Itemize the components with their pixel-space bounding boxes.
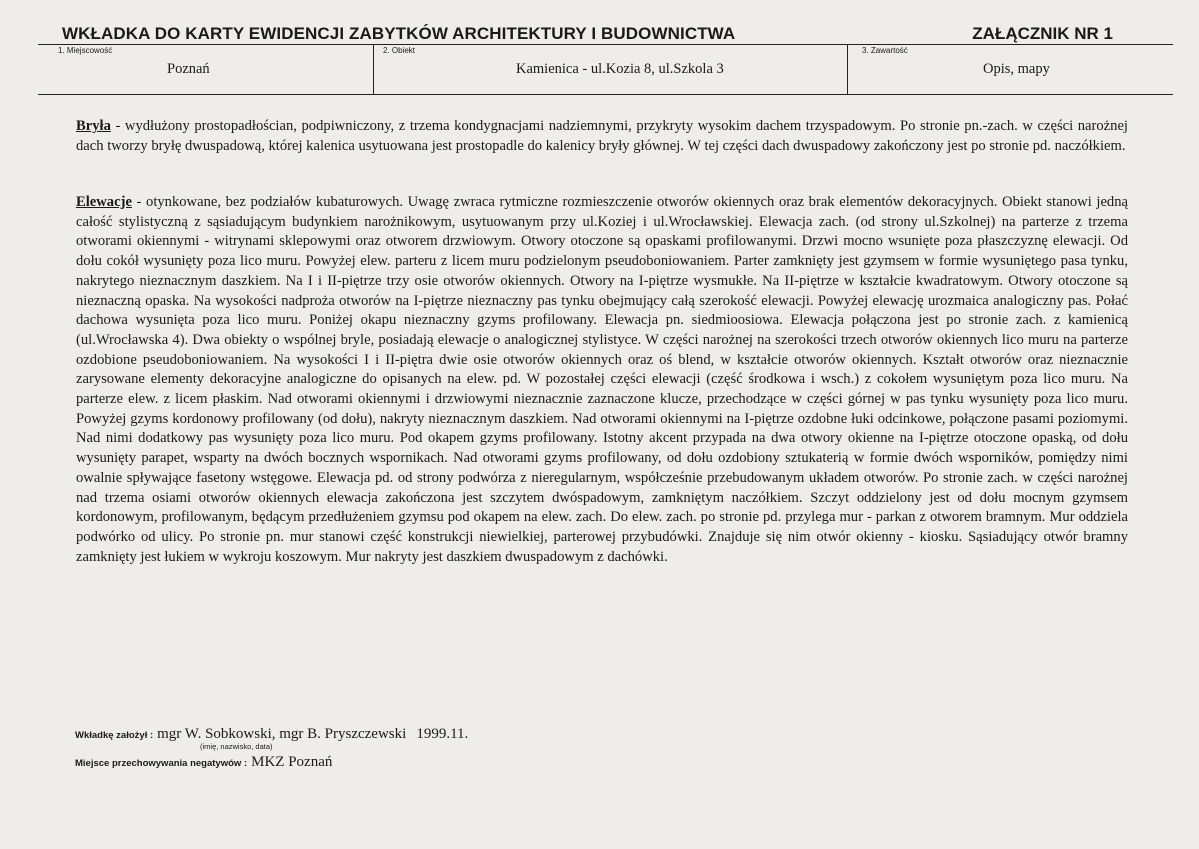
locality-label: 1. Miejscowość: [58, 46, 113, 55]
object-value: Kamienica - ul.Kozia 8, ul.Szkola 3: [516, 61, 724, 77]
paragraph-bryla: [76, 117, 1128, 156]
header-top-rule: [38, 44, 1173, 45]
field-divider-1: [373, 45, 374, 94]
storage-row: [75, 753, 332, 771]
paragraph-elewacje-text: - otynkowane, bez podziałów kubaturowych. Uwagę zwraca rytmiczne rozmieszczenie otworów okiennych oraz brak elementów dekoracyjnych. Obiekt stanowi jedną całość stylistyczną z sąsiadującym budynkiem narożnikowym, usytuowanym przy ul.Koziej i ul.Wrocławskiej. Elewacja zach. (od strony ul.Szkolnej) na parterze z trzema otworami okiennymi - witrynami sklepowymi oraz otworem drzwiowym. Otwory otoczone są opaskami profilowanymi. Drzwi mocno wsunięte poza płaszczyznę elewacji. Od dołu cokół wysunięty poza lico muru. Powyżej elew. parteru z licem muru podzielonym pseudoboniowaniem. Parter zamknięty jest gzymsem w formie wysuniętego pasa tynku, nakrytego nieznacznym daszkiem. Na I i II-piętrze trzy osie otworów okiennych. Otwory na I-piętrze wysmukłe. Na II-piętrze w kształcie kwadratowym. Otwory otoczone są nieznaczną opaska. Na wysokości nadproża otworów na I-piętrze nieznaczny pas tynku obejmujący całą szerokość elewacji. Powyżej elewację urozmaica analogiczny pas. Połać dachowa wysunięta poza lico muru. Poniżej okapu nieznaczny gzyms profilowany. Elewacja pn. siedmioosiowa. Elewacja połączona jest po stronie zach. z kamienicą (ul.Wrocławska 4). Dwa obiekty o wspólnej bryle, posiadają elewacje o analogicznej stylistyce. W części narożnej na szerokości trzech otworów okiennych lico muru na parterze ozdobione pseudoboniowaniem. Na wysokości I i II-piętra dwie osie otworów okiennych oraz oś blend, w kształcie otworów okiennych. Kształt otworów oraz nieznacznie zarysowane elementy dekoracyjne analogiczne do opisanych na elew. pd. W pozostałej części elewacji (część środkowa i wsch.) z cokołem wysuniętym poza lico muru. Na parterze elew. z licem płaskim. Nad otworami okiennymi i drzwiowymi nieznacznie zaznaczone klucze, przechodzące w części górnej w pas tynku wysunięty poza lico muru. Powyżej gzyms kordonowy profilowany (od dołu), nakryty nieznacznym daszkiem. Nad otworami okiennymi na I-piętrze ozdobne łuki odcinkowe, połączone pasami poziomymi. Nad nimi dodatkowy pas wysunięty poza lico muru. Pod okapem gzyms profilowany. Istotny akcent przypada na dwa otwory okienne na I-piętrze otoczone opaską, od dołu wysunięty parapet, wsparty na dwóch bocznych wspornikach. Nad otworami gzyms profilowany, od dołu ozdobiony sztukaterią w formie dwóch wsporników, pomiędzy nimi owalnie spływające fasetony wstęgowe. Elewacja pd. od strony podwórza z nieregularnym, współcześnie przebudowanym układem otworów. Po stronie zach. w części narożnej nad trzema osiami otworów okiennych elewacja zakończona jest szczytem dwóspadowym, zamkniętym naczółkiem. Szczyt oddzielony jest od dołu mocnym gzymsem kordonowym, profilowanym, będącym przedłużeniem gzymsu pod okapem na elew. zach. Do elew. zach. po stronie pd. przylega mur - parkan z otworem bramnym. Mur oddziela podwórko od ulicy. Po stronie pn. mur stanowi część konstrukcji niewielkiej, parterowej przybudówki. Znajduje się nim otwór okienny - kiosku. Sąsiadujący otwór bramny zamknięty jest łukiem w wykroju koszowym. Mur nakryty jest daszkiem dwuspadowym z dachówki.: [76, 194, 1128, 565]
header-bottom-rule: [38, 94, 1173, 95]
author-value: mgr W. Sobkowski, mgr B. Pryszczewski: [157, 726, 407, 742]
author-hint: (imię, nazwisko, data): [200, 742, 273, 751]
document-title: WKŁADKA DO KARTY EWIDENCJI ZABYTKÓW ARCHITEKTURY I BUDOWNICTWA: [62, 24, 736, 43]
author-row: [75, 725, 468, 743]
object-label: 2. Obiekt: [383, 46, 416, 55]
author-label: Wkładkę założył :: [75, 730, 154, 741]
author-date: 1999.11.: [416, 726, 469, 742]
paragraph-elewacje-heading: Elewacje: [76, 194, 132, 210]
annex-label: ZAŁĄCZNIK NR 1: [972, 24, 1113, 43]
content-label: 3. Zawartość: [862, 46, 908, 55]
locality-value: Poznań: [167, 61, 210, 77]
storage-label: Miejsce przechowywania negatywów :: [75, 758, 248, 769]
storage-value: MKZ Poznań: [251, 754, 333, 770]
field-divider-2: [847, 45, 848, 94]
content-value: Opis, mapy: [983, 61, 1050, 77]
paragraph-bryla-text: - wydłużony prostopadłościan, podpiwniczony, z trzema kondygnacjami nadziemnymi, przykryty wysokim dachem trzyspadowym. Po stronie pn.-zach. w części narożnej dach tworzy bryłę dwuspadową, której kalenica usytuowana jest prostopadle do kalenicy bryły głównej. W tej części dach dwuspadowy zakończony jest po stronie pd. naczółkiem.: [76, 118, 1128, 154]
paragraph-elewacje: [76, 193, 1128, 567]
paragraph-bryla-heading: Bryła: [76, 118, 111, 134]
